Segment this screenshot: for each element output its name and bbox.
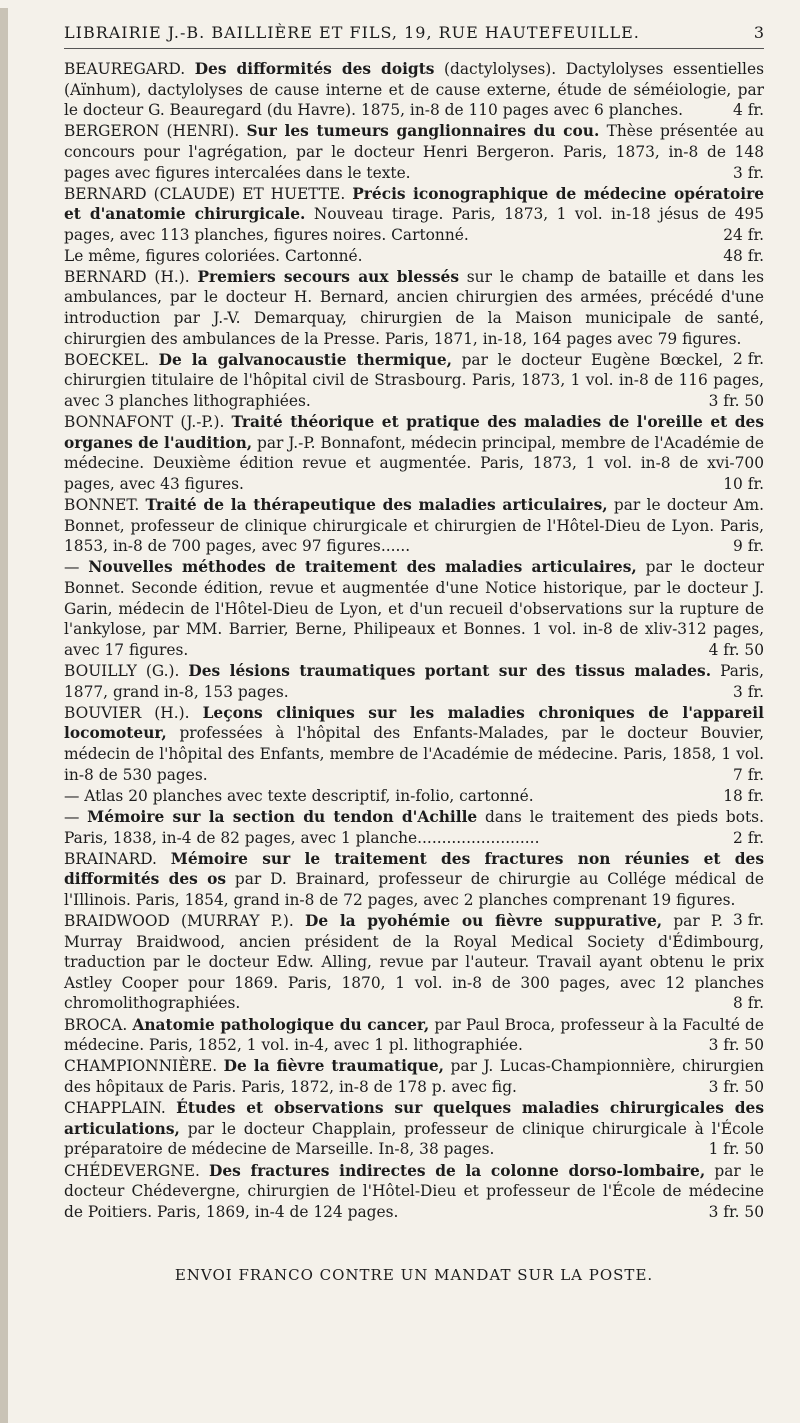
entry-subtitle: De la pyohémie ou fièvre suppurative,	[305, 912, 663, 931]
catalogue-entry	[64, 121, 764, 183]
catalogue-entry	[64, 495, 764, 557]
entry-author: BONNAFONT (J.-P.).	[64, 413, 225, 432]
entry-author: BERNARD (CLAUDE) ET HUETTE.	[64, 184, 346, 203]
entry-author: BROCA.	[64, 1015, 128, 1034]
entry-subtitle: Mémoire sur la section du tendon d'Achille	[87, 807, 478, 826]
entry-text: par D. Brainard, professeur de chirurgie au Collége médical de l'Illinois. Paris, 1854, grand in-8 de 72 pages, avec 2 planches comprenant 19 figures.	[64, 870, 764, 909]
entry-author: BONNET.	[64, 496, 140, 515]
entry-price: 8 fr.	[733, 994, 764, 1013]
entry-text: par P. Murray Braidwood, ancien président de la Royal Medical Society d'Édimbourg, traduction par le docteur Edw. Alling, revue par l'auteur. Travail ayant obtenu le prix Astley Cooper pour 1869. Paris, 1870, 1 vol. in-8 de 300 pages, avec 12 planches chromolithographiées.	[64, 912, 764, 1013]
entry-author: CHAMPIONNIÈRE.	[64, 1057, 218, 1076]
entry-price: 3 fr.	[733, 163, 764, 182]
entry-subtitle: Des difformités des doigts	[194, 60, 435, 78]
entry-price: 3 fr. 50	[708, 1078, 764, 1096]
entry-subtitle: Études et observations sur quelques maladies chirurgicales des articulations,	[64, 1099, 764, 1138]
entry-subtitle: Traité de la thérapeutique des maladies articulaires,	[145, 496, 608, 515]
entry-price: 3 fr. 50	[708, 391, 764, 410]
entry-subtitle: De la galvanocaustie thermique,	[158, 350, 452, 369]
entry-author: BEAUREGARD.	[64, 60, 186, 78]
catalogue-entry	[64, 1161, 764, 1223]
catalogue-entry	[64, 911, 764, 1014]
entry-author: BERGERON (HENRI).	[64, 122, 240, 141]
entry-text: par le docteur Eugène Bœckel, chirurgien titulaire de l'hôpital civil de Strasbourg. Paris, 1873, 1 vol. in-8 de 116 pages, avec 3 planches lithographiées.	[64, 350, 764, 410]
entry-author: BERNARD (H.).	[64, 267, 190, 286]
entry-subtitle: Des fractures indirectes de la colonne dorso-lombaire,	[209, 1161, 706, 1180]
entry-text: Paris, 1877, grand in-8, 153 pages.	[64, 661, 764, 701]
entry-text: par le docteur Chédevergne, chirurgien de l'Hôtel-Dieu et professeur de l'École de médecine de Poitiers. Paris, 1869, in-4 de 124 pages.	[64, 1161, 764, 1221]
catalogue-entries	[64, 59, 764, 1222]
entry-price: 18 fr.	[723, 786, 764, 805]
entry-subtitle: Précis iconographique de médecine opératoire et d'anatomie chirurgicale.	[64, 184, 764, 224]
entry-price: 3 fr.	[733, 911, 764, 930]
entry-price: 3 fr.	[733, 682, 764, 701]
page-binding-edge	[0, 8, 8, 1423]
entry-price: 3 fr. 50	[708, 1202, 764, 1221]
entry-subtitle: Leçons cliniques sur les maladies chroniques de l'appareil locomoteur,	[64, 703, 764, 743]
catalogue-entry	[64, 807, 764, 848]
catalogue-entry	[64, 59, 764, 121]
entry-price: 9 fr.	[733, 537, 764, 556]
entry-text: par J.-P. Bonnafont, médecin principal, membre de l'Académie de médecine. Deuxième édition revue et augmentée. Paris, 1873, 1 vol. in-8 de xvi-700 pages, avec 43 figures.	[64, 433, 765, 493]
catalogue-entry	[64, 557, 764, 660]
entry-subtitle: Nouvelles méthodes de traitement des maladies articulaires,	[88, 558, 637, 577]
entry-subtitle: Premiers secours aux blessés	[197, 267, 459, 286]
entry-text: Thèse présentée au concours pour l'agrégation, par le docteur Henri Bergeron. Paris, 1873, in-8 de 148 pages avec figures intercalées dans le texte.	[64, 122, 764, 182]
entry-price: 4 fr.	[733, 101, 764, 120]
entry-continuation-text: Le même, figures coloriées. Cartonné.	[64, 246, 363, 265]
entry-author: —	[64, 786, 80, 805]
entry-price: 2 fr.	[733, 350, 764, 369]
page-number: 3	[753, 23, 764, 42]
entry-author: BRAINARD.	[64, 849, 157, 868]
entry-author: BOECKEL.	[64, 350, 150, 369]
entry-price: 7 fr.	[733, 765, 764, 784]
catalogue-page	[0, 8, 800, 1423]
catalogue-entry	[64, 1098, 764, 1160]
catalogue-entry	[64, 703, 764, 785]
entry-text: dans le traitement des pieds bots. Paris, 1838, in-4 de 82 pages, avec 1 planche.........................	[64, 807, 764, 847]
entry-subtitle: De la fièvre traumatique,	[223, 1057, 445, 1076]
entry-price: 3 fr. 50	[708, 1036, 764, 1055]
entry-text: par J. Lucas-Championnière, chirurgien des hôpitaux de Paris. Paris, 1872, in-8 de 178 p. avec fig.	[64, 1057, 764, 1096]
entry-price: 4 fr. 50	[708, 640, 764, 659]
catalogue-entry	[64, 1056, 764, 1097]
catalogue-entry	[64, 184, 764, 266]
entry-subtitle: Sur les tumeurs ganglionnaires du cou.	[246, 122, 600, 141]
entry-price: 1 fr. 50	[708, 1140, 764, 1159]
entry-text: par le docteur Am. Bonnet, professeur de clinique chirurgicale et chirurgien de l'Hôtel-Dieu de Lyon. Paris, 1853, in-8 de 700 pages, avec 97 figures......	[64, 496, 764, 556]
shipping-notice: ENVOI FRANCO CONTRE UN MANDAT SUR LA POSTE.	[174, 1266, 654, 1284]
entry-text: par le docteur Bonnet. Seconde édition, revue et augmentée d'une Notice historique, par le docteur J. Garin, médecin de l'Hôtel-Dieu de Lyon, et d'un recueil d'observations sur la rupture de l'ankylose, par MM. Barrier, Berne, Philipeaux et Bonnes. 1 vol. in-8 de xliv-312 pages, avec 17 figures.	[64, 558, 764, 659]
entry-author: BOUILLY (G.).	[64, 661, 180, 680]
entry-price: 2 fr.	[733, 828, 764, 847]
running-head	[64, 8, 764, 49]
running-head-title: LIBRAIRIE J.-B. BAILLIÈRE ET FILS, 19, RUE HAUTEFEUILLE.	[64, 23, 640, 42]
entry-author: —	[64, 558, 80, 577]
entry-text: par le docteur Chapplain, professeur de clinique chirurgicale à l'École préparatoire de médecine de Marseille. In-8, 38 pages.	[64, 1119, 764, 1159]
entry-author: —	[64, 807, 80, 826]
entry-subtitle: Mémoire sur le traitement des fractures non réunies et des difformités des os	[64, 849, 764, 889]
catalogue-entry	[64, 661, 764, 702]
entry-text: sur le champ de bataille et dans les ambulances, par le docteur H. Bernard, ancien chirurgien des armées, précédé d'une introduction par J.-V. Demarquay, chirurgien de la Maison municipale de santé, chirurgien des ambulances de la Presse. Paris, 1871, in-18, 164 pages avec 79 figures.	[64, 267, 764, 348]
catalogue-entry	[64, 350, 764, 412]
entry-text: Atlas 20 planches avec texte descriptif, in-folio, cartonné.	[84, 786, 534, 805]
catalogue-entry	[64, 412, 764, 494]
catalogue-entry	[64, 786, 764, 807]
entry-text: (dactylolyses). Dactylolyses essentielles (Aïnhum), dactylolyses de cause interne et de cause externe, étude de séméiologie, par le docteur G. Beauregard (du Havre). 1875, in-8 de 110 pages avec 6 planches.	[64, 60, 764, 120]
entry-continuation-price: 48 fr.	[723, 246, 764, 265]
entry-text: Nouveau tirage. Paris, 1873, 1 vol. in-18 jésus de 495 pages, avec 113 planches, figures noires. Cartonné.	[64, 205, 764, 244]
entry-subtitle: Anatomie pathologique du cancer,	[132, 1015, 430, 1034]
entry-author: CHÉDEVERGNE.	[64, 1161, 200, 1180]
entry-price: 10 fr.	[723, 474, 764, 493]
entry-author: BRAIDWOOD (MURRAY P.).	[64, 912, 294, 931]
catalogue-entry	[64, 1015, 764, 1056]
entry-author: CHAPPLAIN.	[64, 1099, 166, 1118]
entry-author: BOUVIER (H.).	[64, 703, 190, 722]
entry-text: par Paul Broca, professeur à la Faculté de médecine. Paris, 1852, 1 vol. in-4, avec 1 pl. lithographiée.	[64, 1015, 765, 1055]
entry-subtitle: Traité théorique et pratique des maladies de l'oreille et des organes de l'audition,	[64, 413, 764, 452]
entry-price: 24 fr.	[723, 225, 764, 244]
entry-subtitle: Des lésions traumatiques portant sur des tissus malades.	[188, 661, 712, 680]
entry-text: professées à l'hôpital des Enfants-Malades, par le docteur Bouvier, médecin de l'hôpital des Enfants, membre de l'Académie de médecine. Paris, 1858, 1 vol. in-8 de 530 pages.	[64, 724, 764, 784]
